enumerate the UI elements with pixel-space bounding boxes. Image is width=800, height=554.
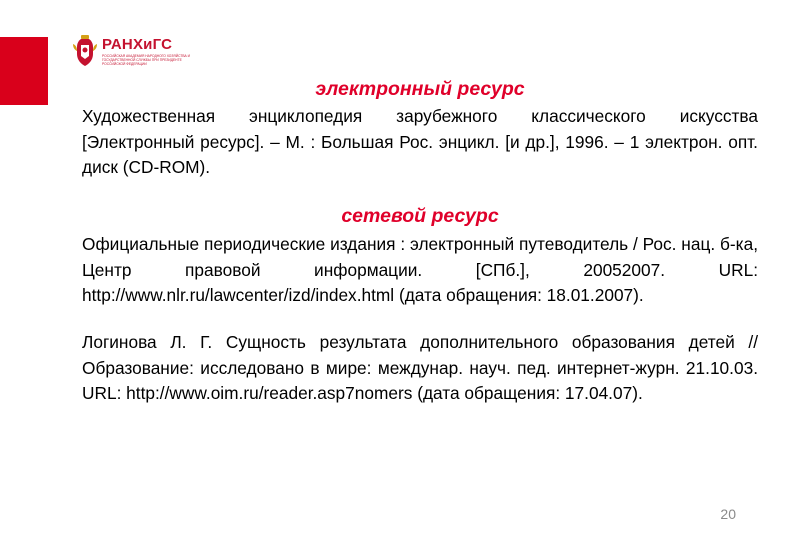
section-heading-electronic: электронный ресурс <box>315 78 525 100</box>
bibliography-entry: Логинова Л. Г. Сущность результата дополнительного образования детей // Образование: исследовано в мире: междунар. науч. пед. интернет-журн. 21.10.03. URL: http://www.oim.ru/reader.asp7nomers (дата обращения: 17.04.07). <box>82 332 758 403</box>
bibliography-entry: Официальные периодические издания : электронный путеводитель / Рос. нац. б-ка, Центр правовой информации. [СПб.], 20052007. URL: http://www.nlr.ru/lawcenter/izd/index.html (дата обращения: 18.01.2007). <box>82 234 758 305</box>
logo-subtitle: РОССИЙСКАЯ АКАДЕМИЯ НАРОДНОГО ХОЗЯЙСТВА И ГОСУДАРСТВЕННОЙ СЛУЖБЫ ПРИ ПРЕЗИДЕНТЕ РОССИЙСКОЙ ФЕДЕРАЦИИ <box>102 54 190 66</box>
logo <box>72 34 212 70</box>
accent-bar <box>0 37 48 105</box>
emblem-icon <box>72 34 98 68</box>
page-number: 20 <box>720 506 736 522</box>
section-heading-network: сетевой ресурс <box>341 205 499 227</box>
bibliography-entry: Художественная энциклопедия зарубежного классического искусства [Электронный ресурс]. – М. : Большая Рос. энцикл. [и др.], 1996. – 1 электрон. опт. диск (CD-ROM). <box>82 106 758 177</box>
logo-name: РАНХиГС <box>102 36 173 53</box>
